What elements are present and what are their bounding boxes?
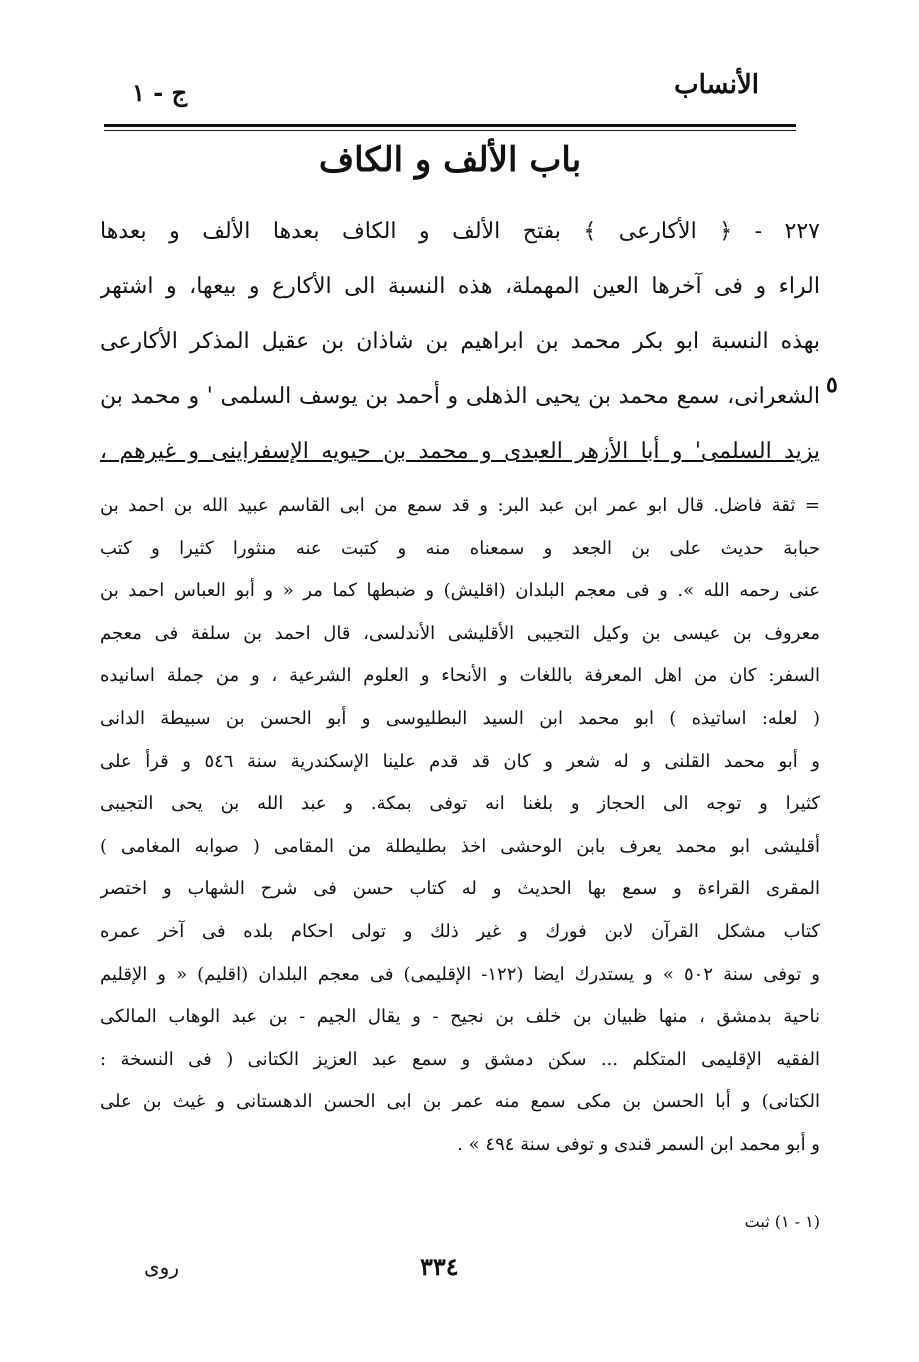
note-line-6: ( لعله: اساتيذه ) ابو محمد ابن السيد البطليوسى و أبو الحسن بن سبيطة الدانى	[100, 707, 820, 729]
chapter-title: باب الألف و الكاف	[318, 140, 582, 180]
header-rule-thick	[104, 124, 796, 127]
page-number: ٣٣٤	[420, 1252, 459, 1281]
note-line-12: و توفى سنة ٥٠٢ » و يستدرك ايضا (١٢٢- الإقليمى) فى معجم البلدان (اقليم) « و الإقليم	[100, 963, 820, 985]
note-line-2: حبابة حديث على بن الجعد و سمعناه منه و كتبت عنه منثورا كثيرا و كتب	[100, 537, 820, 559]
note-line-8: كثيرا و توجه الى الحجاز و بلغنا انه توفى بمكة. و عبد الله بن يحى التجيبى	[100, 793, 820, 815]
note-line-14: الفقيه الإقليمى المتكلم ... سكن دمشق و سمع عبد العزيز الكتانى ( فى النسخة :	[100, 1048, 820, 1070]
running-title: الأنساب	[674, 70, 759, 100]
footnote-block	[100, 1207, 820, 1237]
main-line-4: الشعرانى، سمع محمد بن يحيى الذهلى و أحمد بن يوسف السلمى ' و محمد بن	[100, 384, 820, 409]
main-line-1: ٢٢٧ - ﴿ الأكارعى ﴾ بفتح الألف و الكاف بعدها الألف و بعدها	[100, 219, 820, 244]
printer-signature: روى	[144, 1255, 179, 1279]
main-line-5: يزيد السلمى' و أبا الأزهر العبدى و محمد بن حيويه الإسفراينى و غيرهم ،	[100, 439, 820, 464]
header-rule-thin	[104, 130, 796, 131]
line-number-marker: ٥	[826, 372, 838, 398]
note-line-9: أقليشى ابو محمد يعرف بابن الوحشى اخذ بطليطلة من المقامى ( صوابه المغامى )	[100, 835, 820, 857]
note-line-15: الكتانى) و أبا الحسن بن مكى سمع منه عمر بن ابى الحسن الدهستانى و غيث بن على	[100, 1091, 820, 1113]
note-line-11: كتاب مشكل القرآن لابن فورك و غير ذلك و تولى احكام بلده فى آخر عمره	[100, 920, 820, 942]
main-line-2: الراء و فى آخرها العين المهملة، هذه النسبة الى الأكارع و بيعها، و اشتهر	[100, 274, 820, 299]
note-line-4: معروف بن عيسى بن وكيل التجيبى الأقليشى الأندلسى، قال احمد بن سلفة فى معجم	[100, 622, 820, 644]
note-line-1: = ثقة فاضل. قال ابو عمر ابن عبد البر: و قد سمع من ابى القاسم عبيد الله بن احمد بن	[100, 495, 820, 516]
note-line-5: السفر: كان من اهل المعرفة باللغات و الأنحاء و العلوم الشرعية ، و من جملة اسانيده	[100, 665, 820, 687]
note-line-10: المقرى القراءة و سمع بها الحديث و له كتاب حسن فى شرح الشهاب و اختصر	[100, 878, 820, 900]
notes-text-block	[100, 485, 820, 1167]
footnote-line: (١ - ١) ثبت	[744, 1212, 820, 1231]
note-line-3: عنى رحمه الله ». و فى معجم البلدان (اقليش) و ضبطها كما مر « و أبو العباس احمد بن	[100, 580, 820, 602]
note-line-16: و أبو محمد ابن السمر قندى و توفى سنة ٤٩٤ » .	[457, 1133, 820, 1155]
note-line-13: ناحية بدمشق ، منها ظبيان بن خلف بن نجيح - و يقال الجيم - بن عبد الوهاب المالكى	[100, 1006, 820, 1028]
volume-label: ج - ١	[132, 78, 188, 107]
main-line-3: بهذه النسبة ابو بكر محمد بن ابراهيم بن شاذان بن عقيل المذكر الأكارعى	[100, 329, 820, 354]
note-line-7: و أبو محمد القلنى و له شعر و كان قد قدم علينا الإسكندرية سنة ٥٤٦ و قرأ على	[100, 750, 820, 772]
main-text-block	[100, 204, 820, 479]
